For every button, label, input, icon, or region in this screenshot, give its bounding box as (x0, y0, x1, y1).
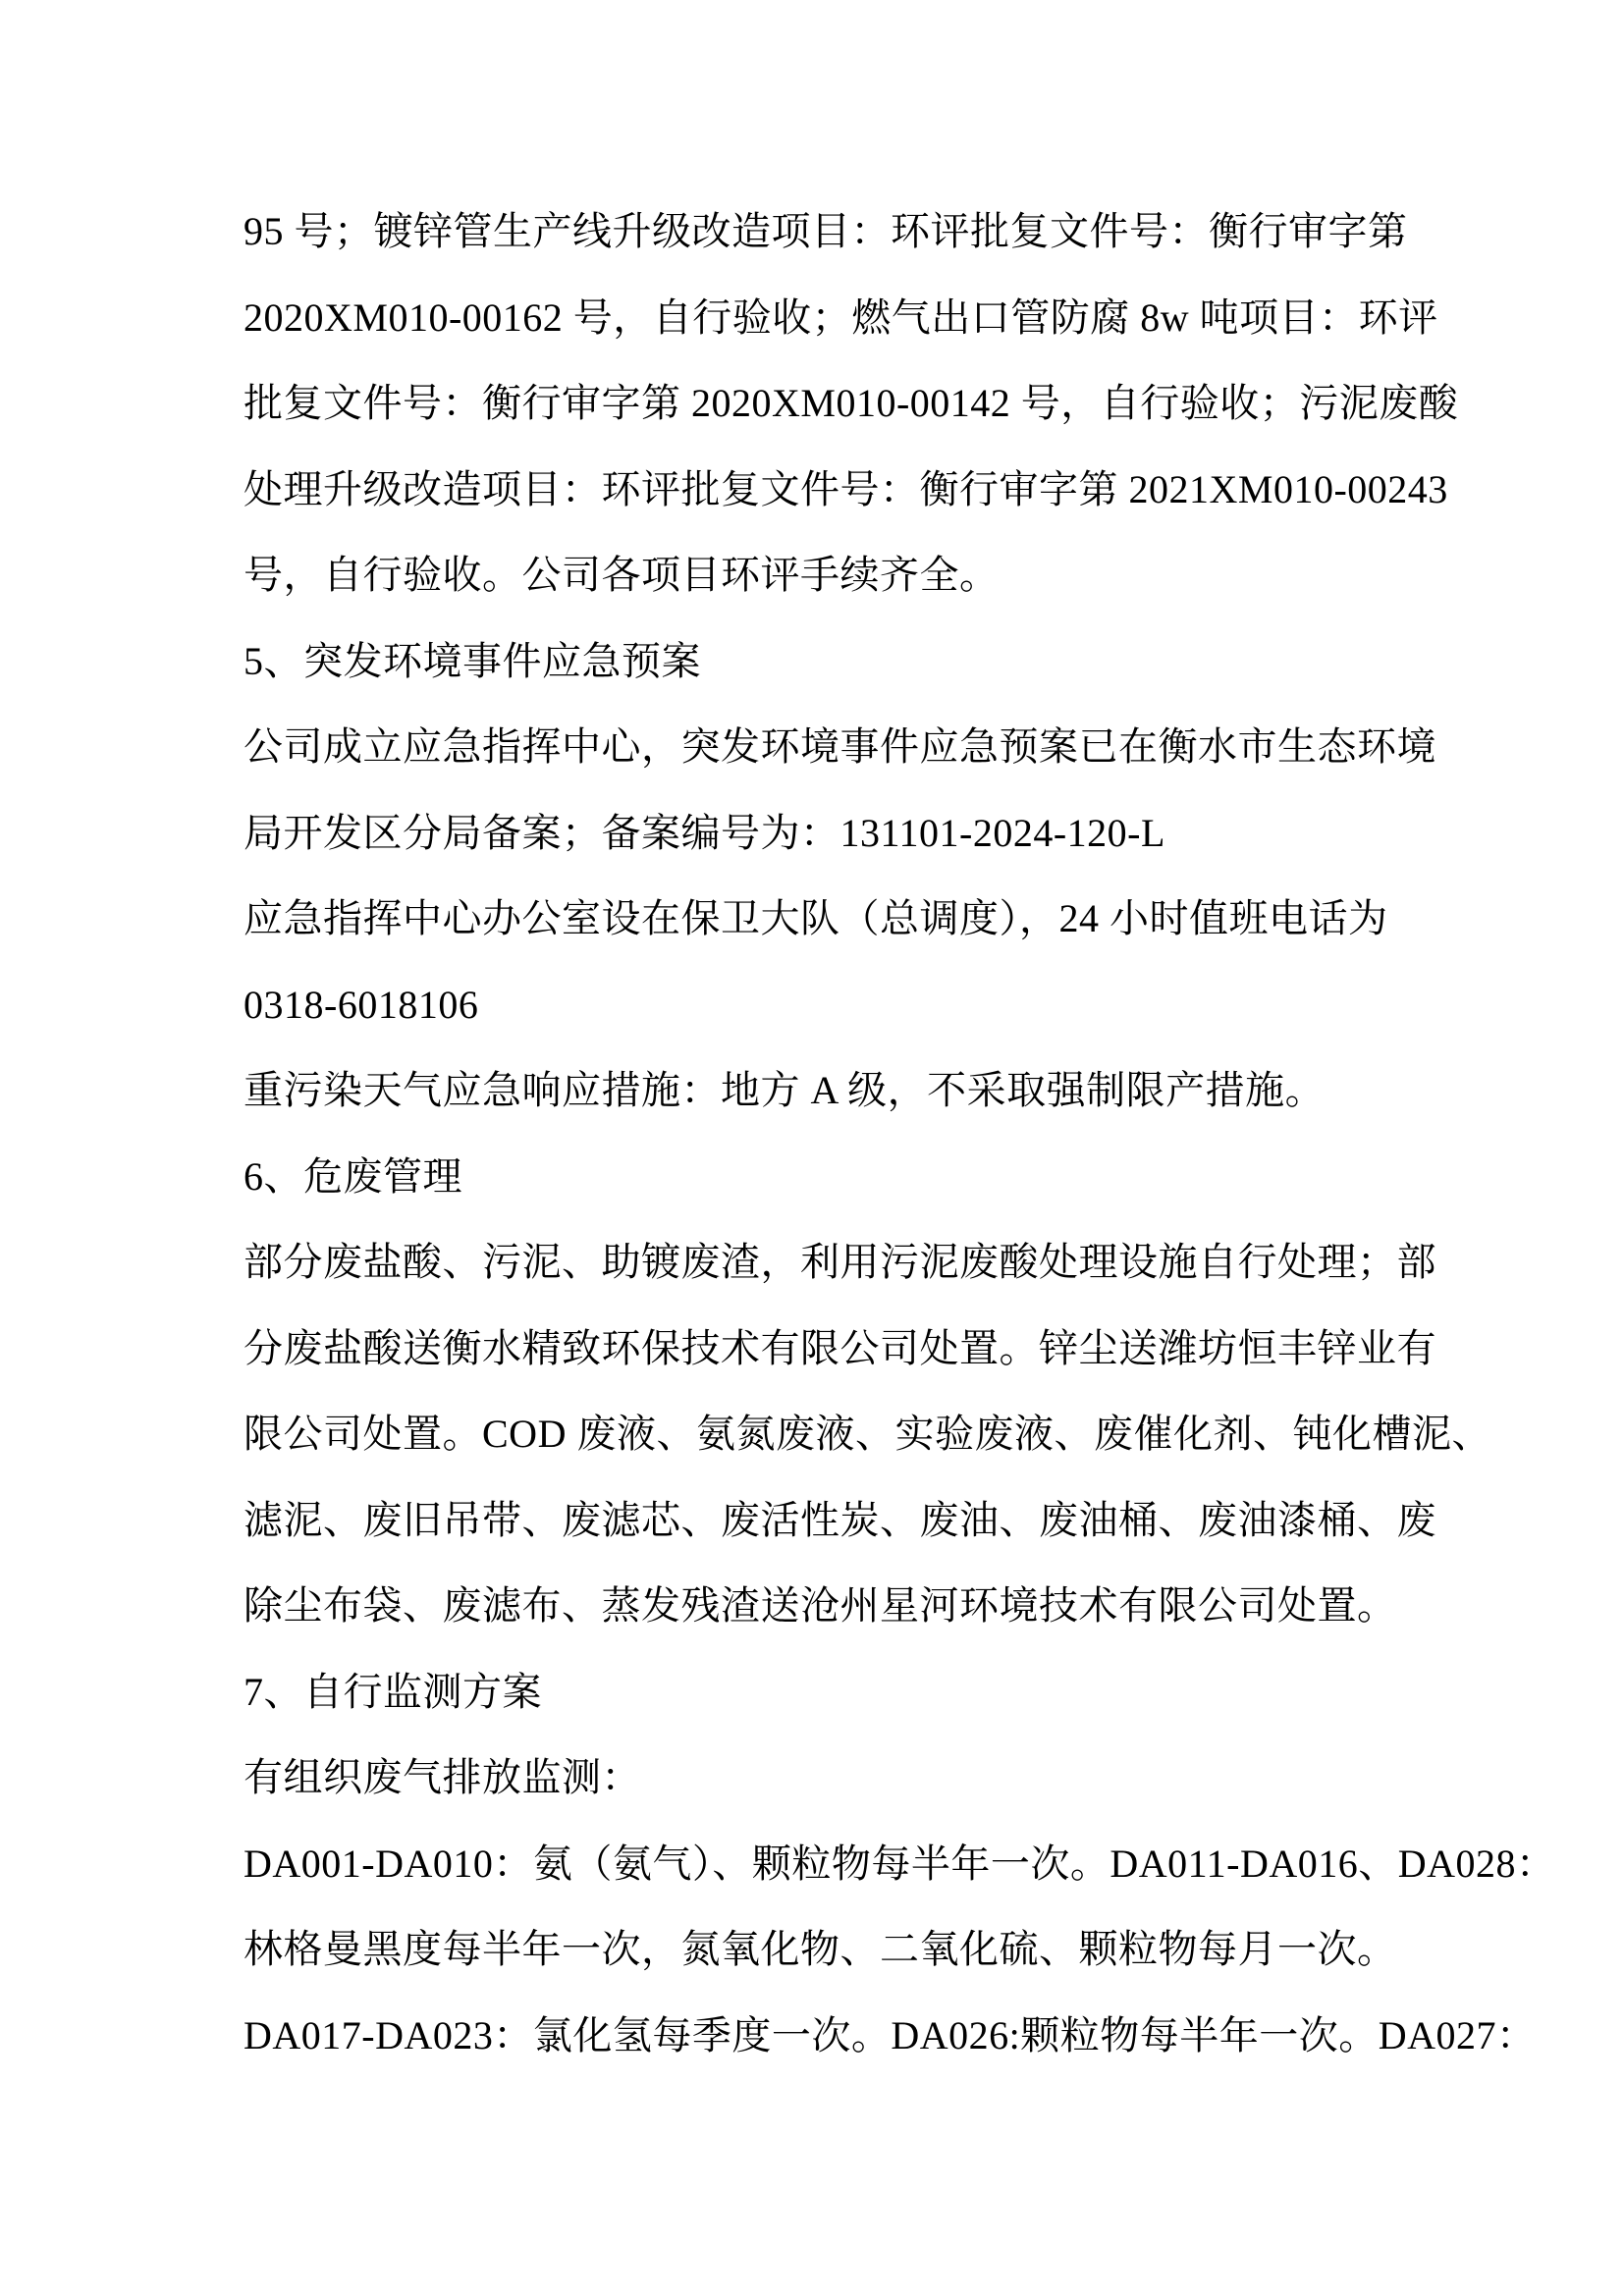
section-heading-5: 5、突发环境事件应急预案 (244, 638, 701, 683)
text-line-15: 限公司处置。COD 废液、氨氮废液、实验废液、废催化剂、钝化槽泥、 (244, 1412, 1491, 1456)
text-line-4: 处理升级改造项目：环评批复文件号：衡行审字第 2021XM010-00243 (244, 466, 1448, 511)
text-line-3: 批复文件号：衡行审字第 2020XM010-00142 号，自行验收；污泥废酸 (244, 381, 1459, 425)
text-line-21: 林格曼黑度每半年一次，氮氧化物、二氧化硫、颗粒物每月一次。 (244, 1927, 1397, 1971)
text-line-7: 公司成立应急指挥中心，突发环境事件应急预案已在衡水市生态环境 (244, 724, 1436, 769)
document-text-block (244, 188, 1556, 2078)
text-line-13: 部分废盐酸、污泥、助镀废渣，利用污泥废酸处理设施自行处理；部 (244, 1240, 1436, 1284)
text-line-16: 滤泥、废旧吊带、废滤芯、废活性炭、废油、废油桶、废油漆桶、废 (244, 1497, 1436, 1542)
text-line-10: 0318-6018106 (244, 982, 479, 1027)
text-line-19: 有组织废气排放监测： (244, 1755, 641, 1799)
section-heading-6: 6、危废管理 (244, 1153, 462, 1199)
text-line-17: 除尘布袋、废滤布、蒸发残渣送沧州星河环境技术有限公司处置。 (244, 1583, 1397, 1628)
text-line-5: 号，自行验收。公司各项目环评手续齐全。 (244, 553, 1000, 597)
text-line-11: 重污染天气应急响应措施：地方 A 级，不采取强制限产措施。 (244, 1068, 1326, 1112)
text-line-9: 应急指挥中心办公室设在保卫大队（总调度），24 小时值班电话为 (244, 896, 1388, 940)
text-line-2: 2020XM010-00162 号，自行验收；燃气出口管防腐 8w 吨项目：环评 (244, 294, 1438, 340)
text-line-1: 95 号；镀锌管生产线升级改造项目：环评批复文件号：衡行审字第 (244, 209, 1408, 253)
text-line-20: DA001-DA010：氨（氨气）、颗粒物每半年一次。DA011-DA016、DA028： (244, 1841, 1556, 1886)
section-heading-7: 7、自行监测方案 (244, 1669, 542, 1714)
text-line-22: DA017-DA023：氯化氢每季度一次。DA026:颗粒物每半年一次。DA027： (244, 2012, 1537, 2057)
text-line-14: 分废盐酸送衡水精致环保技术有限公司处置。锌尘送潍坊恒丰锌业有 (244, 1325, 1436, 1370)
text-line-8: 局开发区分局备案；备案编号为：131101-2024-120-L (244, 810, 1165, 855)
